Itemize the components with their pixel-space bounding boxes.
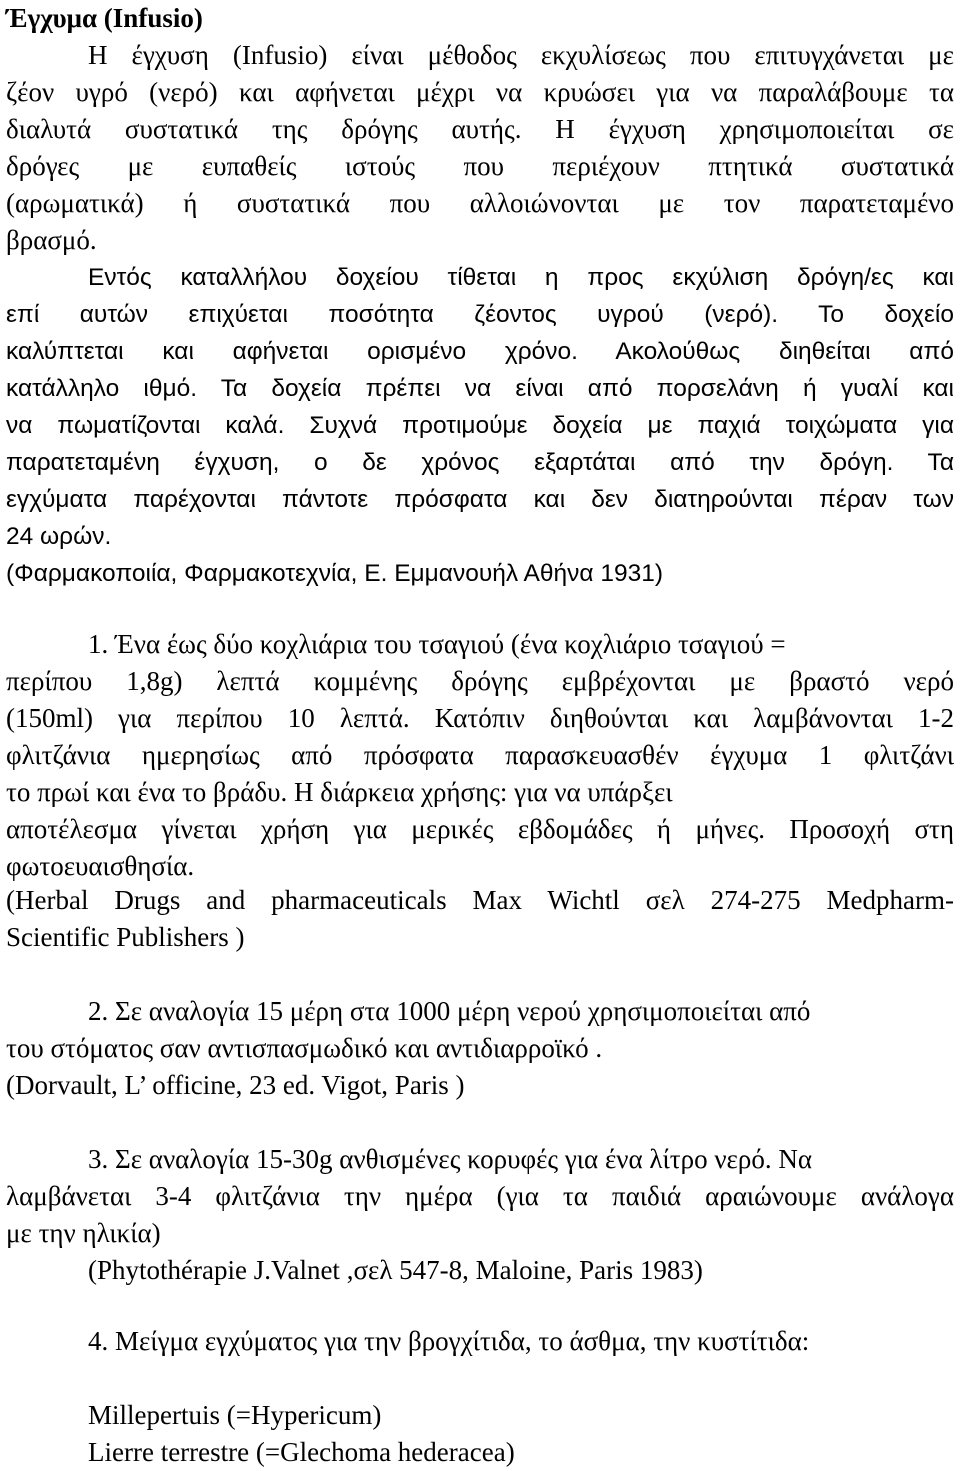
- document-title: Έγχυμα (Infusio): [6, 3, 203, 33]
- item-1-line: το πρωί και ένα το βράδυ. Η διάρκεια χρήσης: για να υπάρξει: [6, 777, 673, 807]
- item-1-line: φλιτζάνια ημερησίως από πρόσφατα παρασκευασθέν έγχυμα 1 φλιτζάνι: [6, 740, 954, 770]
- ingredient-item: Lierre terrestre (=Glechoma hederacea): [88, 1437, 515, 1467]
- method-line: να πωματίζονται καλά. Συχνά προτιμούμε δοχεία με παχιά τοιχώματα για: [6, 412, 954, 439]
- intro-line: (αρωματικά) ή συστατικά που αλλοιώνονται με τον παρατεταμένο: [6, 188, 954, 218]
- item-3-line: με την ηλικία): [6, 1218, 161, 1248]
- reference-citation: (Herbal Drugs and pharmaceuticals Max Wichtl σελ 274-275 Medpharm-: [6, 885, 954, 915]
- ingredient-item: Millepertuis (=Hypericum): [88, 1400, 382, 1430]
- item-1-line: (150ml) για περίπου 10 λεπτά. Κατόπιν διηθούνται και λαμβάνονται 1-2: [6, 703, 954, 733]
- item-2-line: του στόματος σαν αντισπασμωδικό και αντιδιαρροϊκό .: [6, 1033, 603, 1063]
- item-1-line: 1. Ένα έως δύο κοχλιάρια του τσαγιού (ένα κοχλιάριο τσαγιού =: [88, 629, 786, 659]
- reference-citation: (Phytothérapie J.Valnet ,σελ 547-8, Maloine, Paris 1983): [88, 1255, 703, 1285]
- intro-line: δρόγες με ευπαθείς ιστούς που περιέχουν πτητικά συστατικά: [6, 151, 954, 181]
- item-1-line: αποτέλεσμα γίνεται χρήση για μερικές εβδομάδες ή μήνες. Προσοχή στη: [6, 814, 954, 844]
- item-3-line: λαμβάνεται 3-4 φλιτζάνια την ημέρα (για τα παιδιά αραιώνουμε ανάλογα: [6, 1181, 954, 1211]
- reference-citation: Scientific Publishers ): [6, 922, 245, 952]
- method-line: εγχύματα παρέχονται πάντοτε πρόσφατα και δεν διατηρούνται πέραν των: [6, 486, 954, 513]
- method-line: επί αυτών επιχύεται ποσότητα ζέοντος υγρού (νερό). Το δοχείο: [6, 301, 954, 328]
- method-line: καλύπτεται και αφήνεται ορισμένο χρόνο. Ακολούθως διηθείται από: [6, 338, 954, 365]
- intro-line: βρασμό.: [6, 225, 97, 255]
- reference-citation: (Dorvault, L’ officine, 23 ed. Vigot, Paris ): [6, 1070, 465, 1100]
- item-3-line: 3. Σε αναλογία 15-30g ανθισμένες κορυφές για ένα λίτρο νερό. Να: [88, 1144, 812, 1174]
- intro-line: Η έγχυση (Infusio) είναι μέθοδος εκχυλίσεως που επιτυγχάνεται με: [88, 40, 954, 70]
- intro-line: ζέον υγρό (νερό) και αφήνεται μέχρι να κρυώσει για να παραλάβουμε τα: [6, 77, 954, 107]
- method-line: Εντός καταλλήλου δοχείου τίθεται η προς εκχύλιση δρόγη/ες και: [88, 264, 954, 291]
- item-2-line: 2. Σε αναλογία 15 μέρη στα 1000 μέρη νερού χρησιμοποιείται από: [88, 996, 811, 1026]
- item-4-heading: 4. Μείγμα εγχύματος για την βρογχίτιδα, το άσθμα, την κυστίτιδα:: [88, 1326, 810, 1356]
- method-line: παρατεταμένη έγχυση, ο δε χρόνος εξαρτάται από την δρόγη. Τα: [6, 449, 954, 476]
- method-line: κατάλληλο ιθμό. Τα δοχεία πρέπει να είναι από πορσελάνη ή γυαλί και: [6, 375, 954, 402]
- intro-line: διαλυτά συστατικά της δρόγης αυτής. Η έγχυση χρησιμοποιείται σε: [6, 114, 954, 144]
- method-line: 24 ωρών.: [6, 523, 112, 550]
- item-1-line: περίπου 1,8g) λεπτά κομμένης δρόγης εμβρέχονται με βραστό νερό: [6, 666, 954, 696]
- item-1-line: φωτοευαισθησία.: [6, 851, 195, 881]
- reference-citation: (Φαρμακοποιία, Φαρμακοτεχνία, Ε. Εμμανουήλ Αθήνα 1931): [6, 560, 664, 587]
